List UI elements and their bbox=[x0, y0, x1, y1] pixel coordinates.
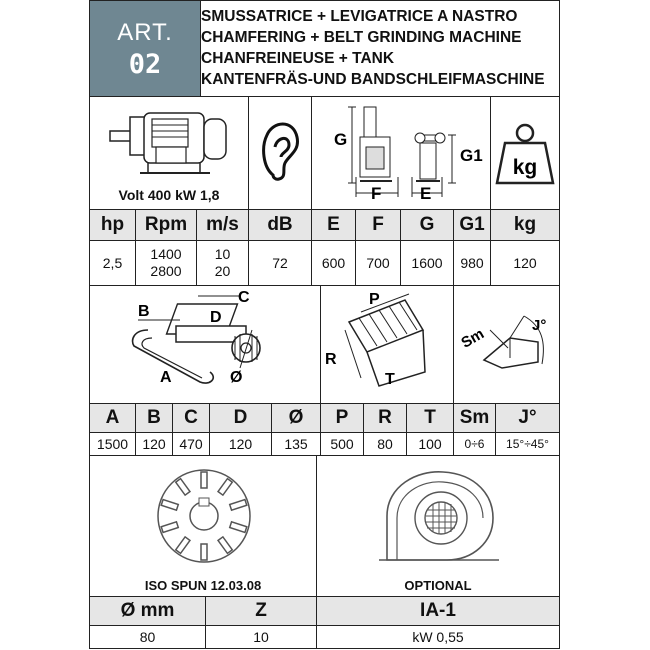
chamfer-label-j: J° bbox=[532, 317, 547, 334]
t1-value-rpm: 1400 2800 bbox=[135, 240, 197, 286]
t2-header-sm: Sm bbox=[453, 403, 496, 433]
b-header-ia1: IA-1 bbox=[316, 596, 560, 626]
b-value-ia1: kW 0,55 bbox=[316, 625, 560, 649]
t2-value-d: 120 bbox=[209, 432, 272, 456]
t2-value-b: 120 bbox=[135, 432, 173, 456]
t1-value-db: 72 bbox=[248, 240, 312, 286]
dim-label-e: E bbox=[420, 184, 432, 203]
table-label-t: T bbox=[385, 371, 395, 388]
belt-label-c: C bbox=[238, 289, 250, 306]
t2-header-r: R bbox=[363, 403, 407, 433]
weight-label: kg bbox=[512, 156, 538, 179]
dim-label-g: G bbox=[334, 130, 348, 149]
machine-dimensions-icon bbox=[312, 97, 490, 209]
t1-header-ms: m/s bbox=[196, 209, 249, 241]
machine-title bbox=[201, 6, 545, 90]
weight-panel bbox=[490, 96, 560, 210]
t2-value-p: 500 bbox=[320, 432, 364, 456]
spec-sheet bbox=[89, 0, 560, 650]
t2-value-a: 1500 bbox=[89, 432, 136, 456]
weight-icon bbox=[491, 97, 559, 209]
t1-header-e: E bbox=[311, 209, 356, 241]
dim-label-g1: G1 bbox=[460, 146, 483, 165]
table-label-p: P bbox=[369, 291, 380, 308]
t1-header-rpm: Rpm bbox=[135, 209, 197, 241]
t2-value-c: 470 bbox=[172, 432, 210, 456]
t2-value-sm: 0÷6 bbox=[453, 432, 496, 456]
t2-header-a: A bbox=[89, 403, 136, 433]
article-label: ART. bbox=[117, 19, 173, 46]
t2-header-t: T bbox=[406, 403, 454, 433]
article-number: 02 bbox=[128, 49, 162, 80]
t2-header-p: P bbox=[320, 403, 364, 433]
motor-caption: Volt 400 kW 1,8 bbox=[118, 187, 220, 203]
belt-diagram-panel bbox=[89, 285, 321, 404]
t2-header-b: B bbox=[135, 403, 173, 433]
t2-header-c: C bbox=[172, 403, 210, 433]
t1-value-g1: 980 bbox=[453, 240, 491, 286]
dimensions-panel bbox=[311, 96, 491, 210]
t1-header-db: dB bbox=[248, 209, 312, 241]
belt-label-b: B bbox=[138, 303, 150, 320]
b-header-diameter: Ø mm bbox=[89, 596, 206, 626]
t2-header-d: D bbox=[209, 403, 272, 433]
work-table-diagram bbox=[321, 286, 453, 403]
belt-label-diameter: Ø bbox=[230, 369, 243, 386]
chamfer-diagram-panel bbox=[453, 285, 560, 404]
belt-label-a: A bbox=[160, 369, 172, 386]
b-value-diameter: 80 bbox=[89, 625, 206, 649]
t1-value-f: 700 bbox=[355, 240, 401, 286]
t1-value-hp: 2,5 bbox=[89, 240, 136, 286]
t1-value-e: 600 bbox=[311, 240, 356, 286]
title-line-it: SMUSSATRICE + LEVIGATRICE A NASTRO bbox=[201, 8, 518, 25]
cutter-panel bbox=[89, 455, 317, 597]
t1-header-hp: hp bbox=[89, 209, 136, 241]
chamfer-diagram bbox=[454, 286, 559, 403]
chamfer-label-sm: Sm bbox=[458, 325, 488, 352]
t2-value-j: 15°÷45° bbox=[495, 432, 560, 456]
t1-header-f: F bbox=[355, 209, 401, 241]
t1-value-kg: 120 bbox=[490, 240, 560, 286]
noise-panel bbox=[248, 96, 312, 210]
t1-header-g: G bbox=[400, 209, 454, 241]
t2-value-r: 80 bbox=[363, 432, 407, 456]
t2-value-diameter: 135 bbox=[271, 432, 321, 456]
belt-grinder-diagram bbox=[90, 286, 320, 403]
cutter-icon bbox=[90, 456, 316, 574]
t1-value-g: 1600 bbox=[400, 240, 454, 286]
b-header-z: Z bbox=[205, 596, 317, 626]
title-line-de: KANTENFRÄS-UND BANDSCHLEIFMASCHINE bbox=[201, 71, 545, 88]
t2-header-j: J° bbox=[495, 403, 560, 433]
article-badge bbox=[89, 0, 201, 97]
table-label-r: R bbox=[325, 351, 337, 368]
title-line-en: CHAMFERING + BELT GRINDING MACHINE bbox=[201, 29, 522, 46]
dim-label-f: F bbox=[371, 184, 382, 203]
b-value-z: 10 bbox=[205, 625, 317, 649]
fan-caption: OPTIONAL bbox=[404, 578, 472, 593]
t1-header-g1: G1 bbox=[453, 209, 491, 241]
table-diagram-panel bbox=[320, 285, 454, 404]
ear-icon bbox=[249, 97, 311, 209]
cutter-caption: ISO SPUN 12.03.08 bbox=[144, 578, 262, 593]
t2-header-diameter: Ø bbox=[271, 403, 321, 433]
motor-icon bbox=[90, 101, 248, 181]
t2-value-t: 100 bbox=[406, 432, 454, 456]
fan-panel bbox=[316, 455, 560, 597]
extractor-fan-icon bbox=[317, 456, 559, 574]
motor-panel bbox=[89, 96, 249, 210]
belt-label-d: D bbox=[210, 309, 222, 326]
t1-value-ms: 10 20 bbox=[196, 240, 249, 286]
title-line-fr: CHANFREINEUSE + TANK bbox=[201, 50, 395, 67]
t1-header-kg: kg bbox=[490, 209, 560, 241]
